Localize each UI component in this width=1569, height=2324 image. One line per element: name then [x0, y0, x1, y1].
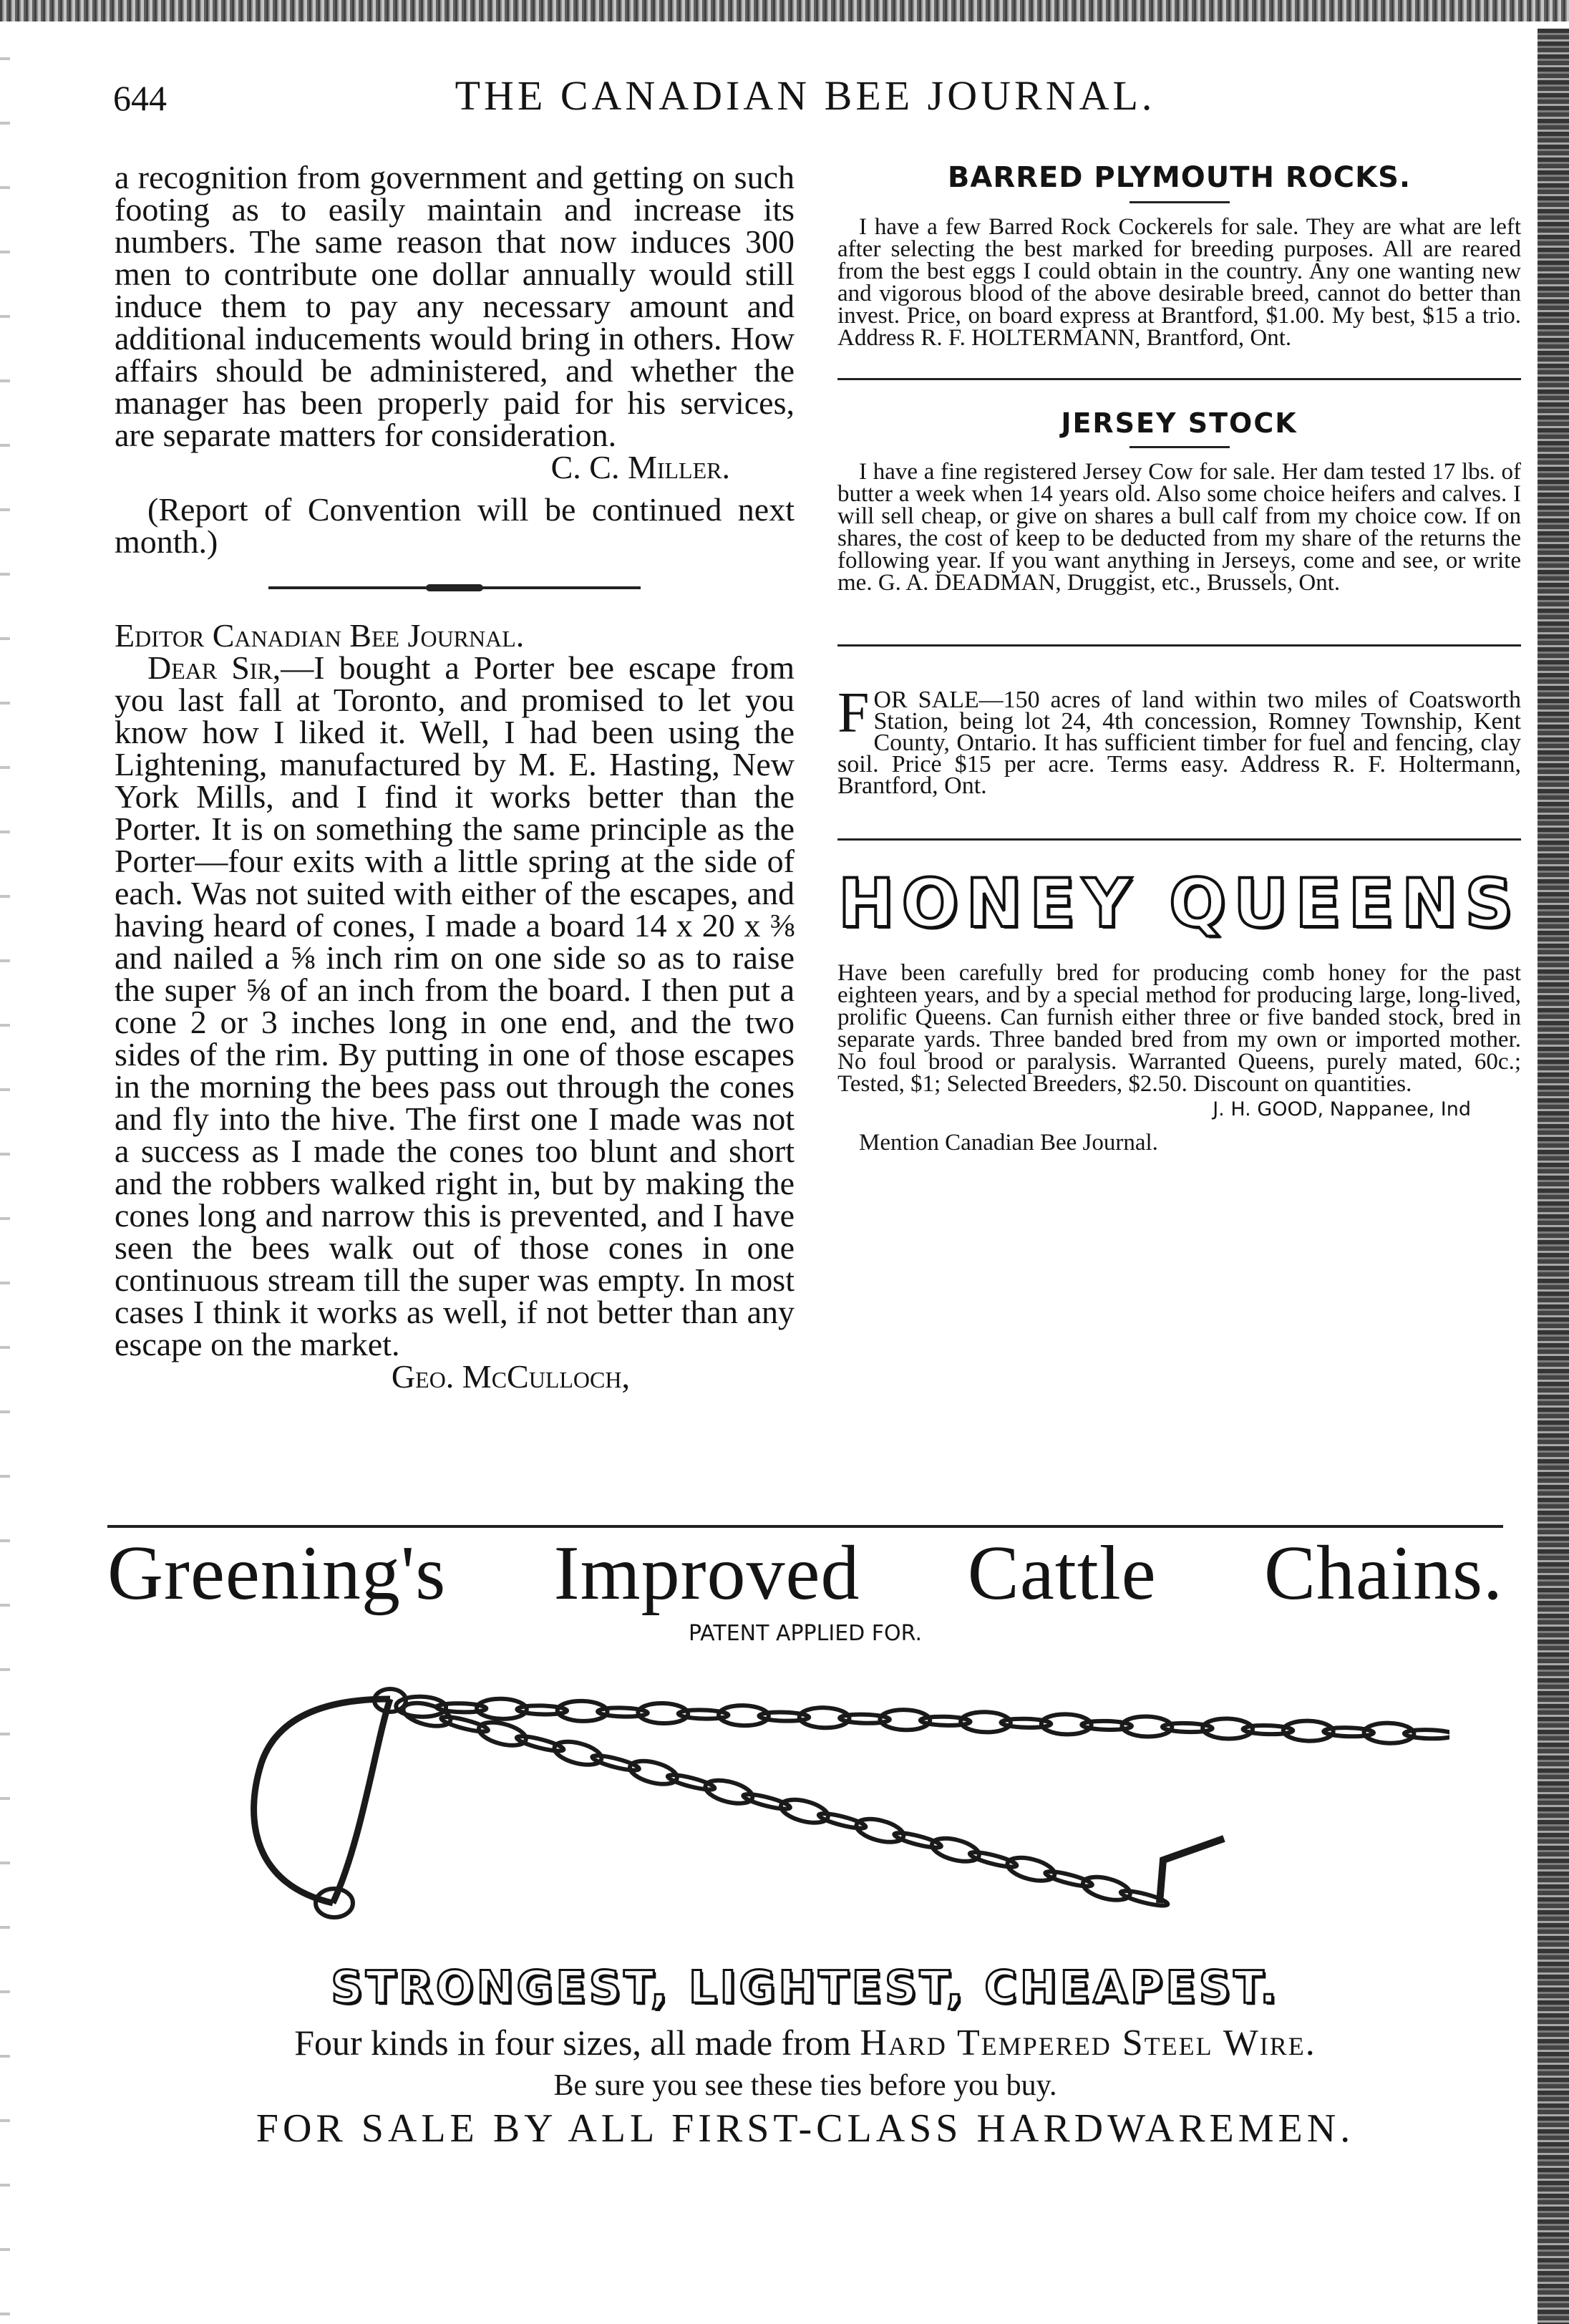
chain-link [628, 1757, 679, 1788]
chain-link [930, 1834, 981, 1866]
honey-queens-heading: HONEY QUEENS [837, 865, 1521, 943]
chain-link [1404, 1729, 1449, 1739]
be-sure-line: Be sure you see these ties before you buy. [553, 2069, 1057, 2102]
patent-note: PATENT APPLIED FOR. [689, 1621, 922, 1646]
right-column [837, 161, 1521, 1154]
drop-cap: F [837, 682, 870, 745]
for-sale-line: FOR SALE BY ALL FIRST-CLASS HARDWAREMEN. [256, 2106, 1355, 2151]
plymouth-heading: BARRED PLYMOUTH ROCKS. [947, 161, 1412, 194]
plymouth-body: I have a few Barred Rock Cockerels for sale. They are what are left after selecting the best marked for breeding purposes. All are reared from the best eggs I could obtain in the country. Any one wanting new and vigorous blood of the above desirable breed, cannot do better than invest. Price, on board express at Brantford, $1.00. My best, $15 a trio. Address R. F. HOLTERMANN, Brantford, Ont. [837, 214, 1521, 351]
scan-right-border [1538, 29, 1569, 2324]
land-sale-ad [837, 682, 1521, 799]
letter-heading: Editor Canadian Bee Journal. [115, 617, 525, 654]
chain-link [1081, 1873, 1132, 1904]
honey-queens-body: Have been carefully bred for producing comb honey for the past eighteen years, and by a special method for producing large, long-lived, prolific Queens. Can furnish either three or five banded stock, bred in separate yards. Three banded bred from my own or imported mother. No foul brood or paralysis. Warranted Queens, purely mated, 60c.; Tested, $1; Selected Breeders, $2.50. Discount on quantities. [837, 960, 1521, 1097]
chain-link [1005, 1854, 1056, 1885]
jersey-rule [1130, 446, 1230, 448]
page-header [107, 72, 1503, 129]
scan-top-border [0, 0, 1569, 21]
miller-signature: C. C. Miller. [550, 449, 730, 485]
land-sale-body: OR SALE—150 acres of land within two miles of Coatsworth Station, being lot 24, 4th concession, Romney Township, Kent County, Ontario. It has sufficient timber for fuel and fencing, clay soil. Price $15 per acre. Terms easy. Address R. F. Holtermann, Brantford, Ont. [837, 687, 1521, 799]
jersey-heading: JERSEY STOCK [1061, 407, 1298, 439]
ornamental-divider [268, 586, 641, 589]
chain-link [779, 1796, 830, 1827]
cattle-chain-illustration [161, 1656, 1449, 1957]
chain-link [854, 1815, 905, 1846]
kinds-line [107, 2022, 1503, 2064]
kinds-prefix: Four kinds in four sizes, all made from [294, 2023, 851, 2063]
kinds-caps: Hard Tempered Steel Wire. [860, 2023, 1316, 2063]
good-signature: J. H. GOOD, Nappanee, Ind [1213, 1098, 1471, 1120]
scan-left-specks [0, 29, 10, 2324]
cattle-chains-ad [107, 1525, 1503, 2248]
mention-line: Mention Canadian Bee Journal. [859, 1130, 1158, 1156]
slogan: STRONGEST, LIGHTEST, CHEAPEST. [331, 1961, 1280, 2013]
jersey-body: I have a fine registered Jersey Cow for sale. Her dam tested 17 lbs. of butter a week when 14 years old. Also some choice heifers and calves. I will sell cheap, or give on shares a bull calf from my choice cow. If on shares, the cost of keep to be deducted from my share of the returns the following year. If you want anything in Jerseys, come and see, or write me. G. A. DEADMAN, Druggist, etc., Brussels, Ont. [837, 459, 1521, 596]
ad-divider [837, 644, 1521, 647]
letter-text: —I bought a Porter bee escape from you last fall at Toronto, and promised to let you know how I liked it. Well, I had been using the Lightening, manufactured by M. E. Hasting, New York Mills, and I find it works better than the Porter. It is on something the same principle as the Porter—four exits with a little spring at the side of each. Was not suited with either of the escapes, and having heard of cones, I made a board 14 x 20 x ⅜ and nailed a ⅝ inch rim on one side so as to raise the super ⅝ of an inch from the board. I then put a cone 2 or 3 inches long in one end, and the two sides of the rim. By putting in one of those escapes in the morning the bees pass out through the cones and fly into the hive. The first one I made was not a success as I made the cones too blunt and short and the robbers walked right in, but by making the cones long and narrow this is prevented, and I have seen the bees walk out of those cones in one continuous stream till the super was empty. In most cases I think it works as well, if not better than any escape on the market. [115, 649, 795, 1362]
chain-link [477, 1718, 528, 1750]
ad-divider [837, 378, 1521, 380]
convention-paragraph: a recognition from government and getting on such footing as to easily maintain and increase its numbers. The same reason that now induces 300 men to contribute one dollar annually would still induce them to pay any necessary amount and additional inducements would bring in others. How affairs should be administered, and whether the manager has been properly paid for his services, are separate matters for consideration. [115, 159, 795, 453]
left-column [115, 161, 795, 1393]
ad-divider [837, 838, 1521, 841]
chain-link [552, 1738, 603, 1769]
page-number: 644 [113, 78, 167, 118]
journal-title: THE CANADIAN BEE JOURNAL. [455, 72, 1156, 119]
convention-note: (Report of Convention will be continued next month.) [115, 491, 795, 560]
plymouth-rule [1130, 201, 1230, 203]
mcculloch-signature: Geo. McCulloch, [391, 1358, 630, 1395]
letter-salutation: Dear Sir, [147, 649, 281, 686]
greening-title: Greening's Improved Cattle Chains. [107, 1531, 1503, 1616]
letter-body [115, 649, 795, 1362]
chain-link [703, 1776, 754, 1808]
